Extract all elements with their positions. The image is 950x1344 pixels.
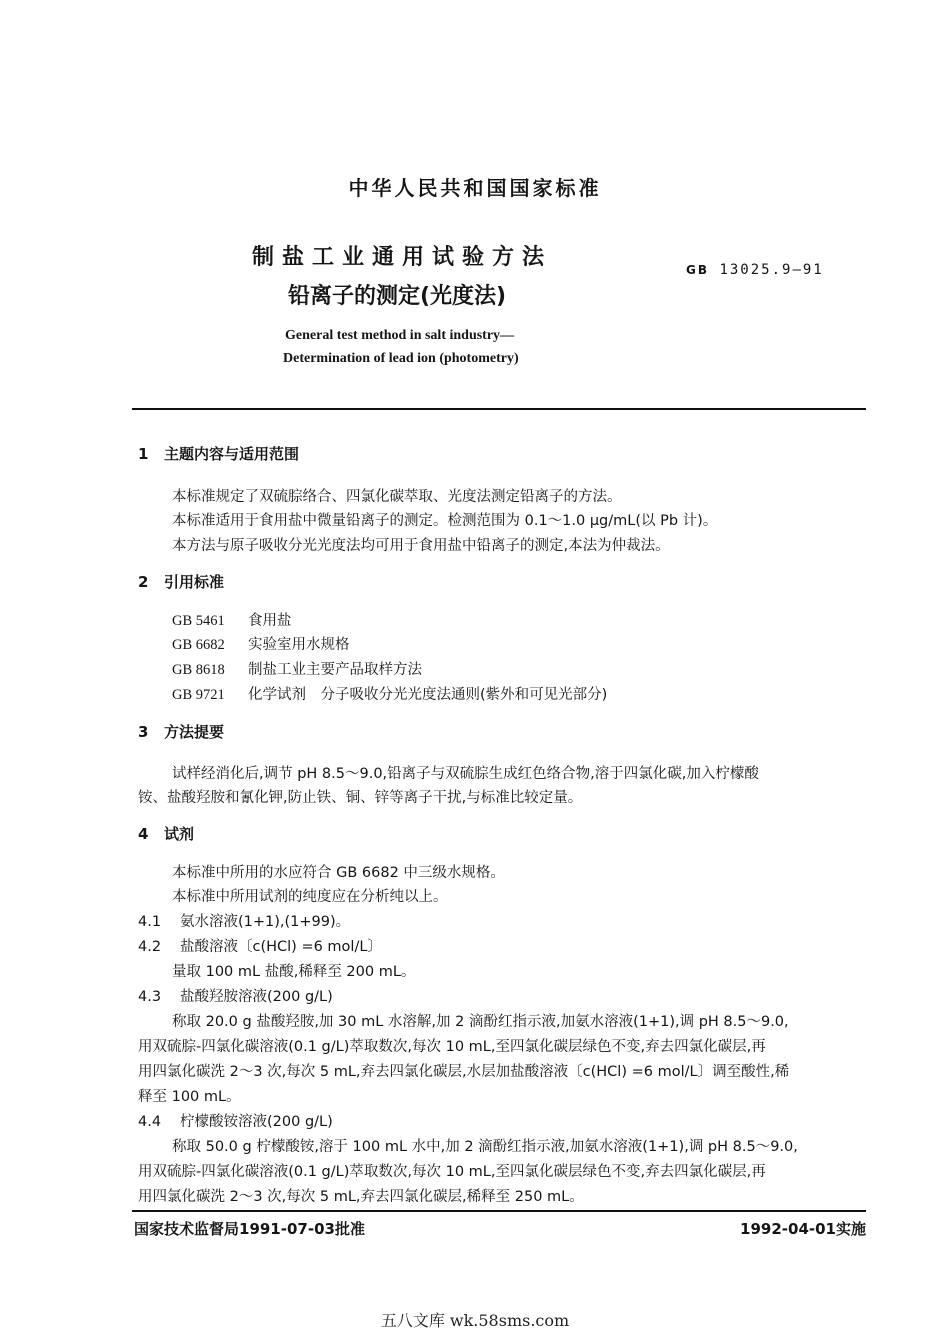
section-title: 主题内容与适用范围 bbox=[164, 445, 300, 463]
paragraph: 称取 20.0 g 盐酸羟胺,加 30 mL 水溶解,加 2 滴酚红指示液,加氨水溶液(1+1),调 pH 8.5～9.0, bbox=[172, 1014, 789, 1030]
standard-number bbox=[686, 262, 824, 278]
reference-code: GB 6682 bbox=[172, 637, 225, 653]
paragraph: 用双硫腙-四氯化碳溶液(0.1 g/L)萃取数次,每次 10 mL,至四氯化碳层绿色不变,弃去四氯化碳层,再 bbox=[138, 1039, 766, 1055]
bottom-divider bbox=[132, 1210, 866, 1212]
item-title: 盐酸羟胺溶液(200 g/L) bbox=[180, 989, 333, 1005]
standard-code: 13025.9—91 bbox=[719, 262, 824, 278]
paragraph: 铵、盐酸羟胺和氰化钾,防止铁、铜、锌等离子干扰,与标准比较定量。 bbox=[138, 790, 583, 806]
item-4-1 bbox=[138, 910, 350, 931]
section-number: 4 bbox=[138, 825, 149, 843]
title-cn-line2: 铅离子的测定(光度法) bbox=[288, 284, 507, 309]
paragraph: 本标准适用于食用盐中微量铅离子的测定。检测范围为 0.1～1.0 μg/mL(以 Pb 计)。 bbox=[172, 513, 718, 529]
item-number: 4.4 bbox=[138, 1114, 162, 1130]
approval-note: 国家技术监督局1991-07-03批准 bbox=[134, 1220, 365, 1238]
paragraph: 释至 100 mL。 bbox=[138, 1089, 241, 1105]
effective-date: 1992-04-01实施 bbox=[740, 1220, 866, 1238]
paragraph: 用四氯化碳洗 2～3 次,每次 5 mL,弃去四氯化碳层,水层加盐酸溶液〔c(HCl) =6 mol/L〕调至酸性,稀 bbox=[138, 1064, 790, 1080]
reference-code: GB 5461 bbox=[172, 613, 225, 629]
section-number: 3 bbox=[138, 723, 149, 741]
item-title: 氨水溶液(1+1),(1+99)。 bbox=[180, 914, 351, 930]
paragraph: 量取 100 mL 盐酸,稀释至 200 mL。 bbox=[172, 964, 416, 980]
item-4-4 bbox=[138, 1110, 333, 1131]
reference-name: 化学试剂 分子吸收分光光度法通则(紫外和可见光部分) bbox=[248, 687, 608, 703]
section-2-heading bbox=[138, 571, 224, 592]
paragraph: 本方法与原子吸收分光光度法均可用于食用盐中铅离子的测定,本法为仲裁法。 bbox=[172, 538, 670, 554]
section-title: 试剂 bbox=[164, 825, 195, 843]
reference-name: 食用盐 bbox=[248, 613, 292, 629]
title-cn-line1: 制盐工业通用试验方法 bbox=[252, 245, 553, 270]
paragraph: 用双硫腙-四氯化碳溶液(0.1 g/L)萃取数次,每次 10 mL,至四氯化碳层绿色不变,弃去四氯化碳层,再 bbox=[138, 1164, 766, 1180]
item-number: 4.1 bbox=[138, 914, 162, 930]
paragraph: 本标准中所用的水应符合 GB 6682 中三级水规格。 bbox=[172, 865, 505, 881]
watermark: 五八文库 wk.58sms.com bbox=[380, 1311, 570, 1330]
section-number: 2 bbox=[138, 573, 149, 591]
section-number: 1 bbox=[138, 445, 149, 463]
standard-prefix: GB bbox=[686, 263, 709, 277]
national-standard-heading: 中华人民共和国国家标准 bbox=[348, 176, 602, 200]
section-title: 方法提要 bbox=[164, 723, 225, 741]
section-title: 引用标准 bbox=[164, 573, 225, 591]
reference-item bbox=[172, 658, 422, 679]
reference-item bbox=[172, 609, 292, 630]
item-number: 4.2 bbox=[138, 939, 162, 955]
paragraph: 本标准规定了双硫腙络合、四氯化碳萃取、光度法测定铅离子的方法。 bbox=[172, 489, 622, 505]
reference-code: GB 8618 bbox=[172, 662, 225, 678]
item-4-3 bbox=[138, 985, 333, 1006]
title-en-line1: General test method in salt industry— bbox=[285, 328, 515, 343]
reference-code: GB 9721 bbox=[172, 687, 225, 703]
item-4-2 bbox=[138, 935, 382, 956]
item-number: 4.3 bbox=[138, 989, 162, 1005]
title-en-line2: Determination of lead ion (photometry) bbox=[283, 351, 519, 366]
reference-item bbox=[172, 633, 350, 654]
paragraph: 称取 50.0 g 柠檬酸铵,溶于 100 mL 水中,加 2 滴酚红指示液,加氨水溶液(1+1),调 pH 8.5～9.0, bbox=[172, 1139, 798, 1155]
section-3-heading bbox=[138, 721, 224, 742]
reference-name: 实验室用水规格 bbox=[248, 637, 350, 653]
paragraph: 试样经消化后,调节 pH 8.5～9.0,铅离子与双硫腙生成红色络合物,溶于四氯化碳,加入柠檬酸 bbox=[172, 766, 759, 782]
reference-item bbox=[172, 683, 607, 704]
item-title: 柠檬酸铵溶液(200 g/L) bbox=[180, 1114, 333, 1130]
paragraph: 用四氯化碳洗 2～3 次,每次 5 mL,弃去四氯化碳层,稀释至 250 mL。 bbox=[138, 1189, 584, 1205]
section-4-heading bbox=[138, 823, 194, 844]
section-1-heading bbox=[138, 443, 299, 464]
reference-name: 制盐工业主要产品取样方法 bbox=[248, 662, 422, 678]
top-divider bbox=[132, 408, 866, 410]
paragraph: 本标准中所用试剂的纯度应在分析纯以上。 bbox=[172, 889, 448, 905]
item-title: 盐酸溶液〔c(HCl) =6 mol/L〕 bbox=[180, 939, 382, 955]
